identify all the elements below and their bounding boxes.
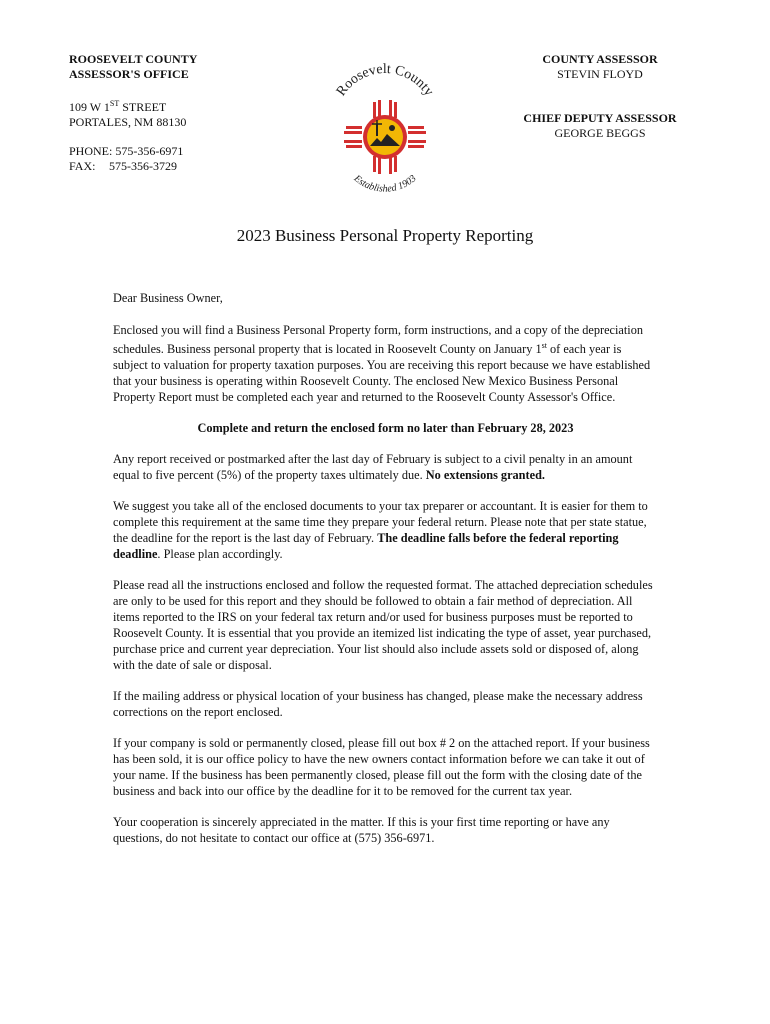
seal-bottom-text: Established 1903: [351, 173, 419, 195]
paragraph-address-change: If the mailing address or physical location of your business has changed, please make the necessary address corrections on the report enclosed.: [113, 689, 643, 720]
deadline-notice: Complete and return the enclosed form no later than February 28, 2023: [197, 421, 574, 436]
paragraph-instructions: Please read all the instructions enclosed and follow the requested format. The attached depreciation schedules are only to be used for this report and they should be followed to obtain a fair method of depreciation. All items reported to the IRS on your federal tax return and/or used for business purposes must be reported to Roosevelt County. It is essential that you provide an itemized list indicating the type of asset, year purchased, purchase price and current year depreciation. Your list should also include assets sold or disposed of, along with the date of sale or disposal.: [113, 578, 653, 673]
assessor-title: COUNTY ASSESSOR: [542, 52, 658, 66]
assessor-header: [500, 52, 700, 141]
fax-line: FAX: 575-356-3729: [69, 159, 177, 173]
paragraph-intro: Enclosed you will find a Business Personal Property form, form instructions, and a copy of the depreciation schedules. Business personal property that is located in Roosevelt County on January 1st of each year is subject to valuation for property taxation purposes. You are receiving this report because we have established that your business is operating within Roosevelt County. The enclosed New Mexico Business Personal Property Report must be completed each year and returned to the Roosevelt County Assessor's Office.: [113, 323, 651, 405]
paragraph-penalty: Any report received or postmarked after the last day of February is subject to a civil penalty in an amount equal to five percent (5%) of the property taxes ultimately due. No extensions granted.: [113, 452, 633, 483]
paragraph-sold-closed: If your company is sold or permanently closed, please fill out box # 2 on the attached report. If your business has been sold, it is our office policy to have the new owners contact information before we can take it out of your name. If the business has been permanently closed, please fill out the form with the closing date of the business and back into our office by the deadline for it to be removed for the current tax year.: [113, 736, 650, 799]
county-name: ROOSEVELT COUNTY: [69, 52, 198, 66]
seal-top-text: Roosevelt County: [333, 62, 437, 100]
zia-sun-symbol: [344, 100, 426, 174]
county-seal-logo: [320, 58, 450, 198]
city-address: PORTALES, NM 88130: [69, 115, 187, 129]
fax-number: 575-356-3729: [109, 159, 177, 173]
page-title: 2023 Business Personal Property Reporting: [236, 226, 534, 245]
deputy-name: GEORGE BEGGS: [554, 126, 646, 140]
phone-line: PHONE: 575-356-6971: [69, 144, 184, 158]
paragraph-closing: Your cooperation is sincerely appreciated in the matter. If this is your first time reporting or have any questions, do not hesitate to contact our office at (575) 356-6971.: [113, 815, 610, 846]
street-address: 109 W 1ST STREET: [69, 99, 167, 114]
salutation: Dear Business Owner,: [113, 291, 223, 305]
office-name: ASSESSOR'S OFFICE: [69, 67, 189, 81]
letter-body: [113, 290, 658, 861]
assessor-name: STEVIN FLOYD: [557, 67, 643, 81]
phone-number: 575-356-6971: [115, 144, 184, 158]
paragraph-tax-preparer: We suggest you take all of the enclosed documents to your tax preparer or accountant. It is easier for them to complete this requirement at the same time they prepare your federal return. Please note that per state statue, the deadline for the report is the last day of February. The deadline falls before the federal reporting deadline. Please plan accordingly.: [113, 499, 648, 562]
office-header: [69, 52, 197, 174]
deputy-title: CHIEF DEPUTY ASSESSOR: [523, 111, 677, 125]
